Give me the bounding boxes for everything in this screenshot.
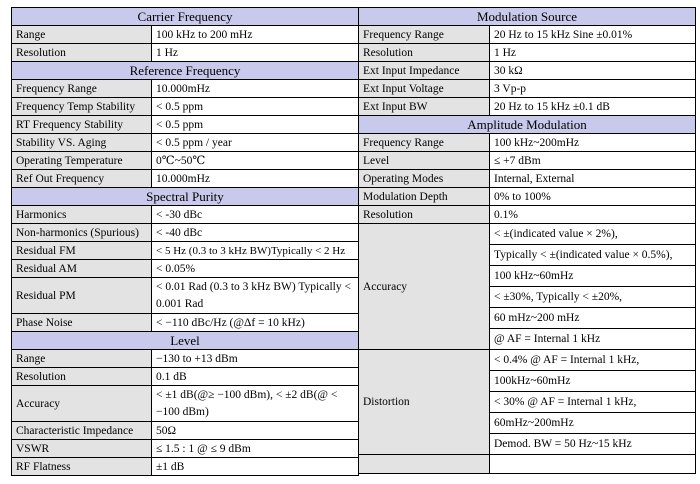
spec-value: Internal, External xyxy=(490,170,696,188)
spec-label: Ext Input Impedance xyxy=(359,62,490,80)
left-spec-table xyxy=(11,7,359,476)
section-header-reference-frequency: Reference Frequency xyxy=(12,62,359,80)
spec-value: 30 kΩ xyxy=(490,62,696,80)
spec-value: < 0.01 Rad (0.3 to 3 kHz BW) Typically < 0.001 Rad xyxy=(152,278,359,314)
section-header-modulation-source: Modulation Source xyxy=(359,8,696,26)
spec-label: Operating Modes xyxy=(359,170,490,188)
spec-label: Frequency Range xyxy=(12,80,152,98)
spec-label: Modulation Depth xyxy=(359,188,490,206)
spec-label: Resolution xyxy=(12,368,152,386)
spec-value: < ±1 dB(@≥ −100 dBm), < ±2 dB(@ < −100 dBm) xyxy=(152,386,359,422)
section-header-level: Level xyxy=(12,332,359,350)
spec-value: 20 Hz to 15 kHz ±0.1 dB xyxy=(490,98,696,116)
spec-value: < -30 dBc xyxy=(152,206,359,224)
empty-cell xyxy=(359,455,490,474)
section-header-amplitude-modulation: Amplitude Modulation xyxy=(359,116,696,134)
spec-value: < −110 dBc/Hz (@Δf = 10 kHz) xyxy=(152,314,359,332)
spec-value: 1 Hz xyxy=(490,44,696,62)
distortion-line: < 0.4% @ AF = Internal 1 kHz, xyxy=(490,350,696,371)
spec-label: Range xyxy=(12,26,152,44)
spec-value: < 0.05% xyxy=(152,260,359,278)
spec-value: 10.000mHz xyxy=(152,80,359,98)
section-header-spectral-purity: Spectral Purity xyxy=(12,188,359,206)
spec-label: VSWR xyxy=(12,440,152,458)
spec-label: RF Flatness xyxy=(12,458,152,476)
spec-label: Resolution xyxy=(12,44,152,62)
spec-label: Ref Out Frequency xyxy=(12,170,152,188)
spec-value: 0℃~50℃ xyxy=(152,152,359,170)
right-column xyxy=(358,7,695,474)
spec-label-accuracy: Accuracy xyxy=(359,224,490,350)
spec-value: 1 Hz xyxy=(152,44,359,62)
spec-label: Ext Input Voltage xyxy=(359,80,490,98)
spec-label: Harmonics xyxy=(12,206,152,224)
distortion-line: 60mHz~200mHz xyxy=(490,413,696,434)
spec-value: 100 kHz to 200 mHz xyxy=(152,26,359,44)
spec-label: Accuracy xyxy=(12,386,152,422)
accuracy-line: Typically < ±(indicated value × 0.5%), xyxy=(490,245,696,266)
spec-value: 20 Hz to 15 kHz Sine ±0.01% xyxy=(490,26,696,44)
spec-label: Residual AM xyxy=(12,260,152,278)
accuracy-line: < ±(indicated value × 2%), xyxy=(490,224,696,245)
spec-value: < 0.5 ppm xyxy=(152,98,359,116)
spec-label: Residual FM xyxy=(12,242,152,260)
spec-label: Frequency Temp Stability xyxy=(12,98,152,116)
distortion-line: 100kHz~60mHz xyxy=(490,371,696,392)
spec-label: Characteristic Impedance xyxy=(12,422,152,440)
spec-label: Non-harmonics (Spurious) xyxy=(12,224,152,242)
spec-value: < 0.5 ppm xyxy=(152,116,359,134)
spec-label: Residual PM xyxy=(12,278,152,314)
spec-label: RT Frequency Stability xyxy=(12,116,152,134)
right-spec-table xyxy=(358,7,696,474)
spec-label: Stability VS. Aging xyxy=(12,134,152,152)
spec-label: Frequency Range xyxy=(359,134,490,152)
spec-label: Resolution xyxy=(359,206,490,224)
distortion-line: < 30% @ AF = Internal 1 kHz, xyxy=(490,392,696,413)
spec-label: Resolution xyxy=(359,44,490,62)
spec-value: ≤ +7 dBm xyxy=(490,152,696,170)
spec-value: < 0.5 ppm / year xyxy=(152,134,359,152)
left-column xyxy=(11,7,358,476)
spec-value: −130 to +13 dBm xyxy=(152,350,359,368)
spec-label: Operating Temperature xyxy=(12,152,152,170)
spec-value: 50Ω xyxy=(152,422,359,440)
spec-value: 10.000mHz xyxy=(152,170,359,188)
distortion-line: Demod. BW = 50 Hz~15 kHz xyxy=(490,434,696,455)
accuracy-line: < ±30%, Typically < ±20%, xyxy=(490,287,696,308)
spec-label: Frequency Range xyxy=(359,26,490,44)
spec-label-distortion: Distortion xyxy=(359,350,490,455)
empty-cell xyxy=(490,455,696,474)
spec-label: Level xyxy=(359,152,490,170)
spec-label: Range xyxy=(12,350,152,368)
spec-value: 100 kHz~200mHz xyxy=(490,134,696,152)
spec-value: 0.1 dB xyxy=(152,368,359,386)
spec-value: ±1 dB xyxy=(152,458,359,476)
spec-value: 3 Vp-p xyxy=(490,80,696,98)
spec-value: < 5 Hz (0.3 to 3 kHz BW)Typically < 2 Hz xyxy=(152,242,359,260)
accuracy-line: @ AF = Internal 1 kHz xyxy=(490,329,696,350)
spec-value: 0.1% xyxy=(490,206,696,224)
spec-label: Ext Input BW xyxy=(359,98,490,116)
spec-value: ≤ 1.5 : 1 @ ≤ 9 dBm xyxy=(152,440,359,458)
accuracy-line: 100 kHz~60mHz xyxy=(490,266,696,287)
spec-label: Phase Noise xyxy=(12,314,152,332)
spec-value: 0% to 100% xyxy=(490,188,696,206)
spec-value: < -40 dBc xyxy=(152,224,359,242)
section-header-carrier-frequency: Carrier Frequency xyxy=(12,8,359,26)
accuracy-line: 60 mHz~200 mHz xyxy=(490,308,696,329)
